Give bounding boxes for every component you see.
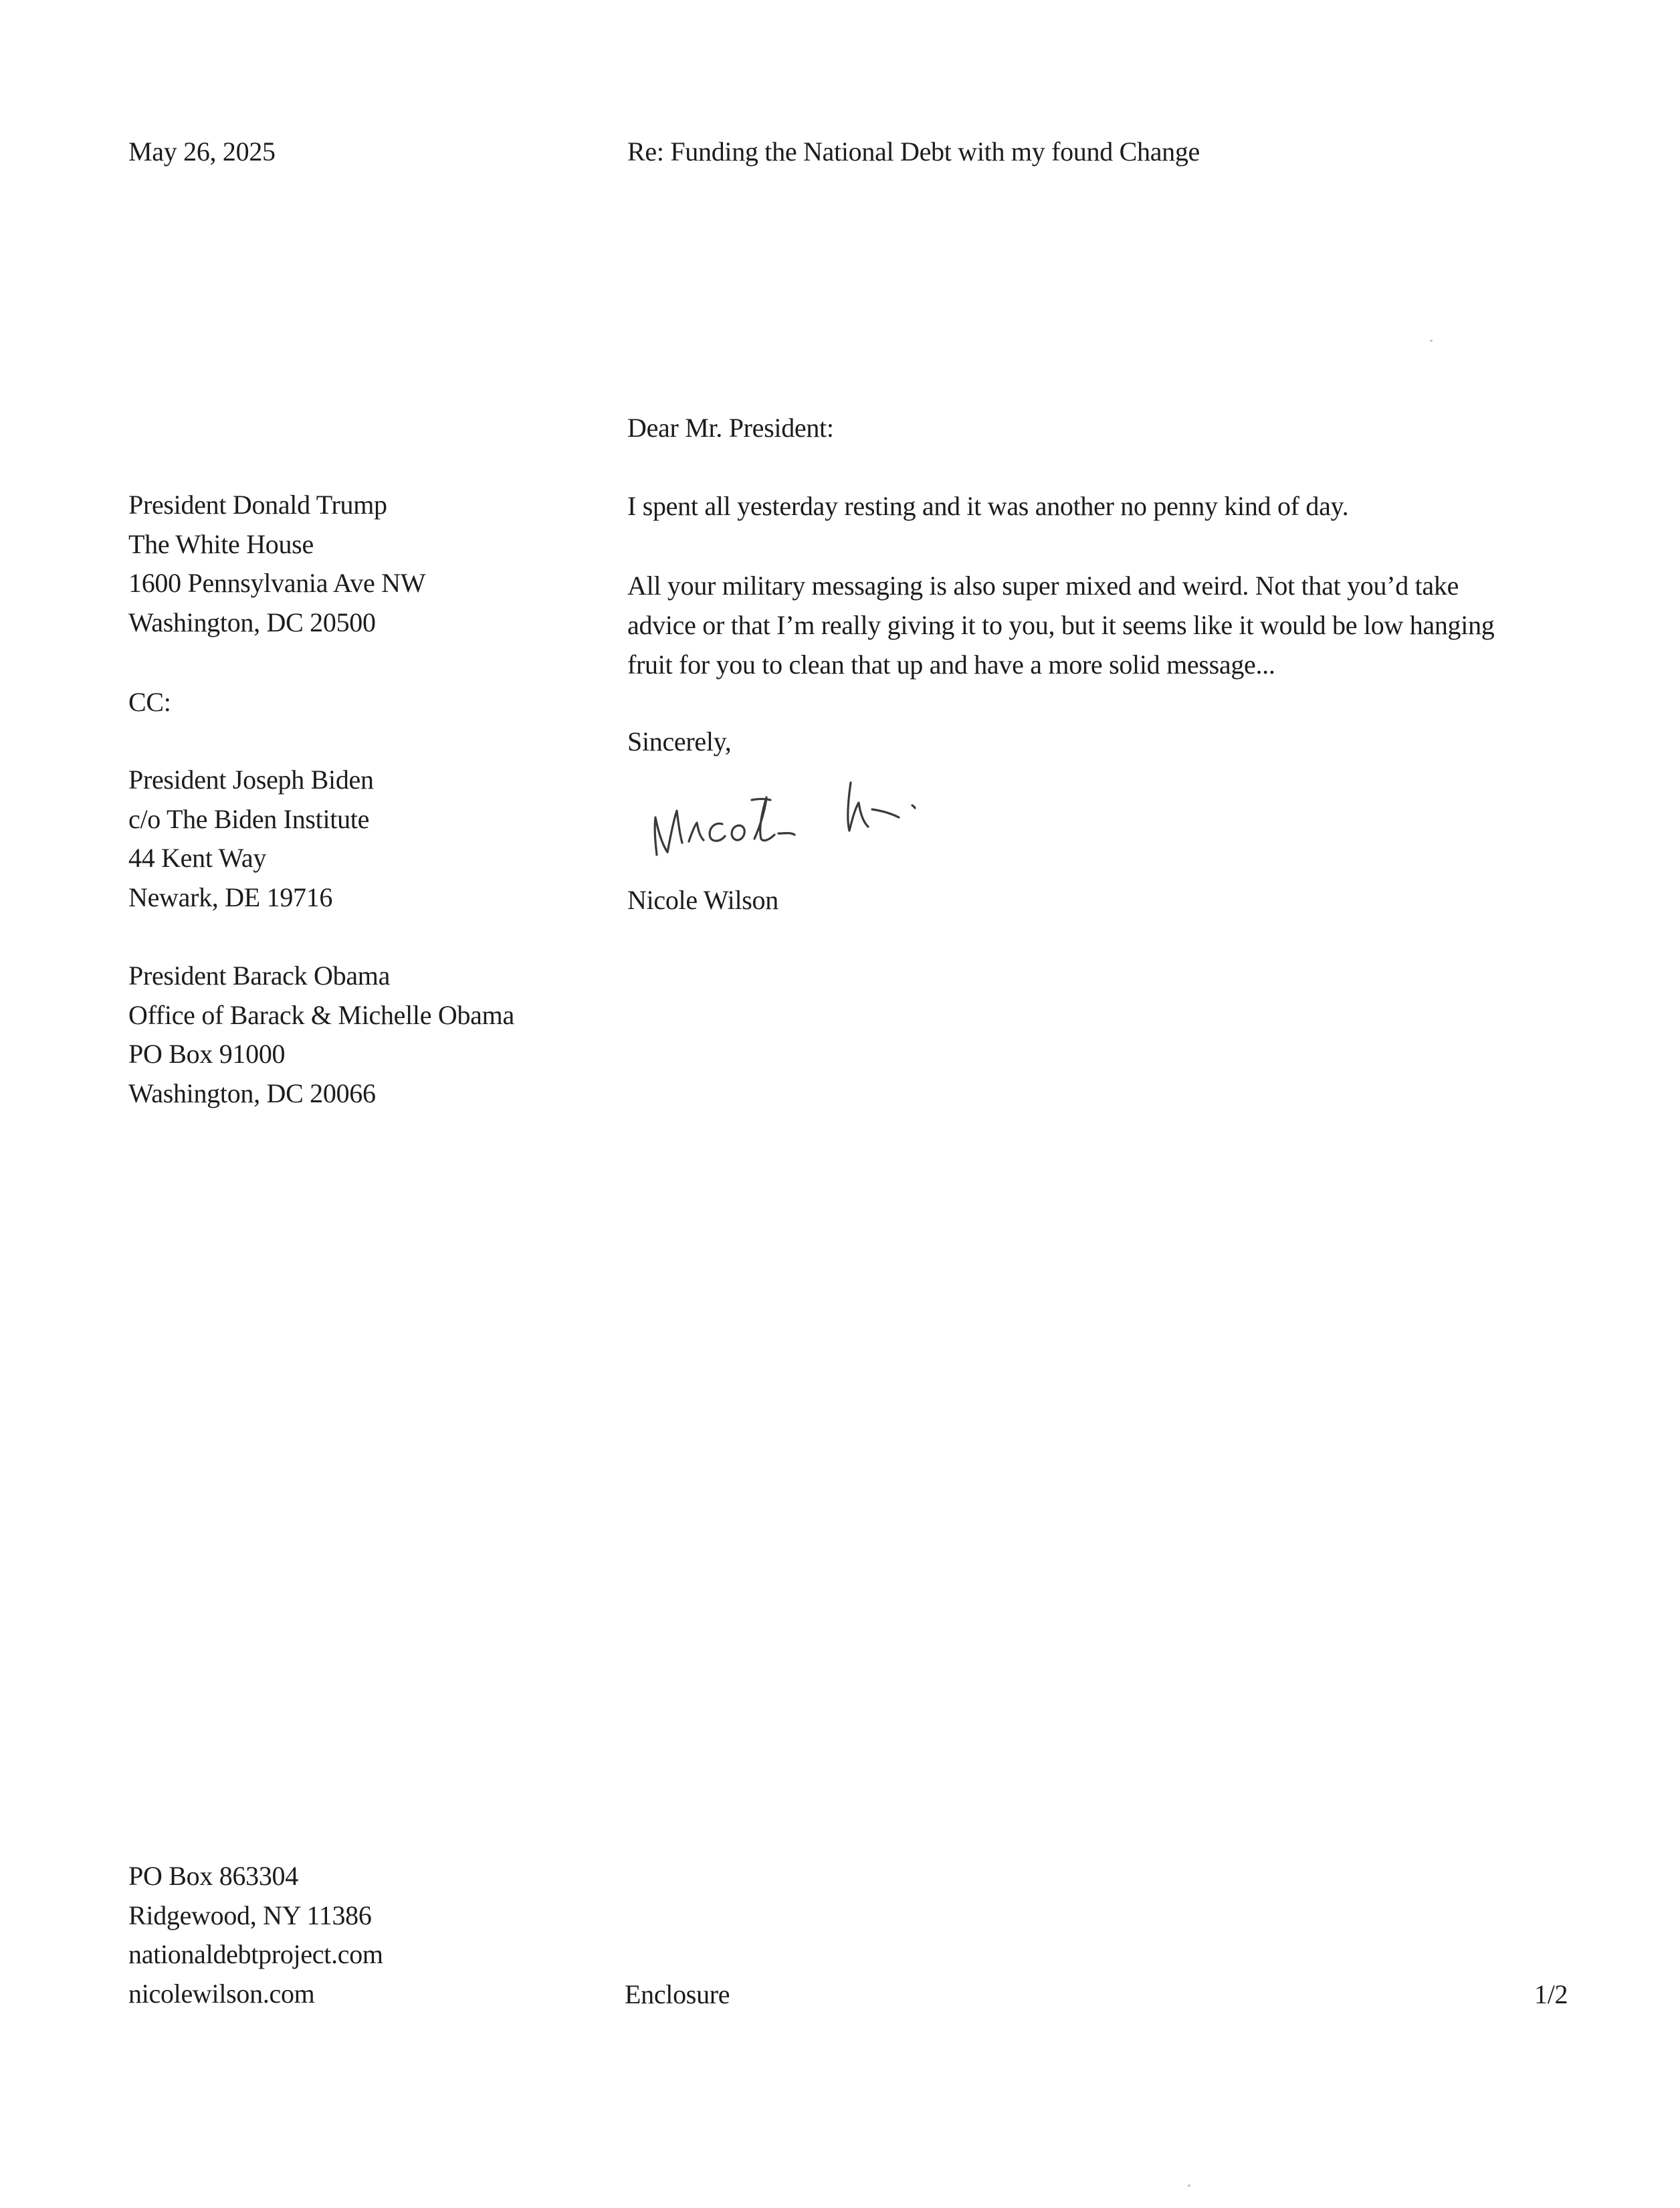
scan-speck xyxy=(1188,2185,1190,2187)
page-number: 1/2 xyxy=(1534,1979,1568,2009)
letter-subject: Re: Funding the National Debt with my found Change xyxy=(627,136,1200,167)
cc-recipient-address xyxy=(128,957,514,1113)
salutation: Dear Mr. President: xyxy=(627,413,834,443)
enclosure-note: Enclosure xyxy=(625,1979,730,2009)
recipient-address xyxy=(128,486,425,642)
cc-address-line: c/o The Biden Institute xyxy=(128,803,370,834)
closing: Sincerely, xyxy=(627,726,732,757)
cc-recipient-address xyxy=(128,761,374,917)
cc-address-line: Newark, DE 19716 xyxy=(128,882,333,912)
cc-address-line: Office of Barack & Michelle Obama xyxy=(128,999,514,1030)
body-paragraph: I spent all yesterday resting and it was another no penny kind of day. xyxy=(627,491,1349,521)
cc-address-line: President Joseph Biden xyxy=(128,765,374,795)
recipient-address-line: President Donald Trump xyxy=(128,490,387,520)
recipient-address-line: Washington, DC 20500 xyxy=(128,607,376,637)
cc-address-line: Washington, DC 20066 xyxy=(128,1078,376,1108)
letter-date: May 26, 2025 xyxy=(128,136,276,167)
cc-address-line: 44 Kent Way xyxy=(128,843,267,873)
cc-address-line: PO Box 91000 xyxy=(128,1039,286,1069)
scan-speck xyxy=(1430,340,1433,342)
handwritten-signature xyxy=(647,769,1009,876)
recipient-address-line: The White House xyxy=(128,528,314,559)
sender-address-line: PO Box 863304 xyxy=(128,1861,298,1891)
body-paragraph xyxy=(627,566,1494,684)
cc-label: CC: xyxy=(128,687,171,717)
body-paragraph-line: All your military messaging is also super mixed and weird. Not that you’d take xyxy=(627,571,1459,601)
body-paragraph-line: fruit for you to clean that up and have a more solid message... xyxy=(627,649,1275,680)
sender-address xyxy=(128,1857,383,2013)
body-paragraph-line: advice or that I’m really giving it to you, but it seems like it would be low hanging xyxy=(627,610,1495,640)
sender-website-link[interactable]: nicolewilson.com xyxy=(128,1978,315,2009)
recipient-address-line: 1600 Pennsylvania Ave NW xyxy=(128,568,426,598)
sender-website-link[interactable]: nationaldebtproject.com xyxy=(128,1939,383,1969)
sender-address-line: Ridgewood, NY 11386 xyxy=(128,1900,372,1930)
cc-address-line: President Barack Obama xyxy=(128,961,391,991)
signer-name: Nicole Wilson xyxy=(627,885,778,915)
